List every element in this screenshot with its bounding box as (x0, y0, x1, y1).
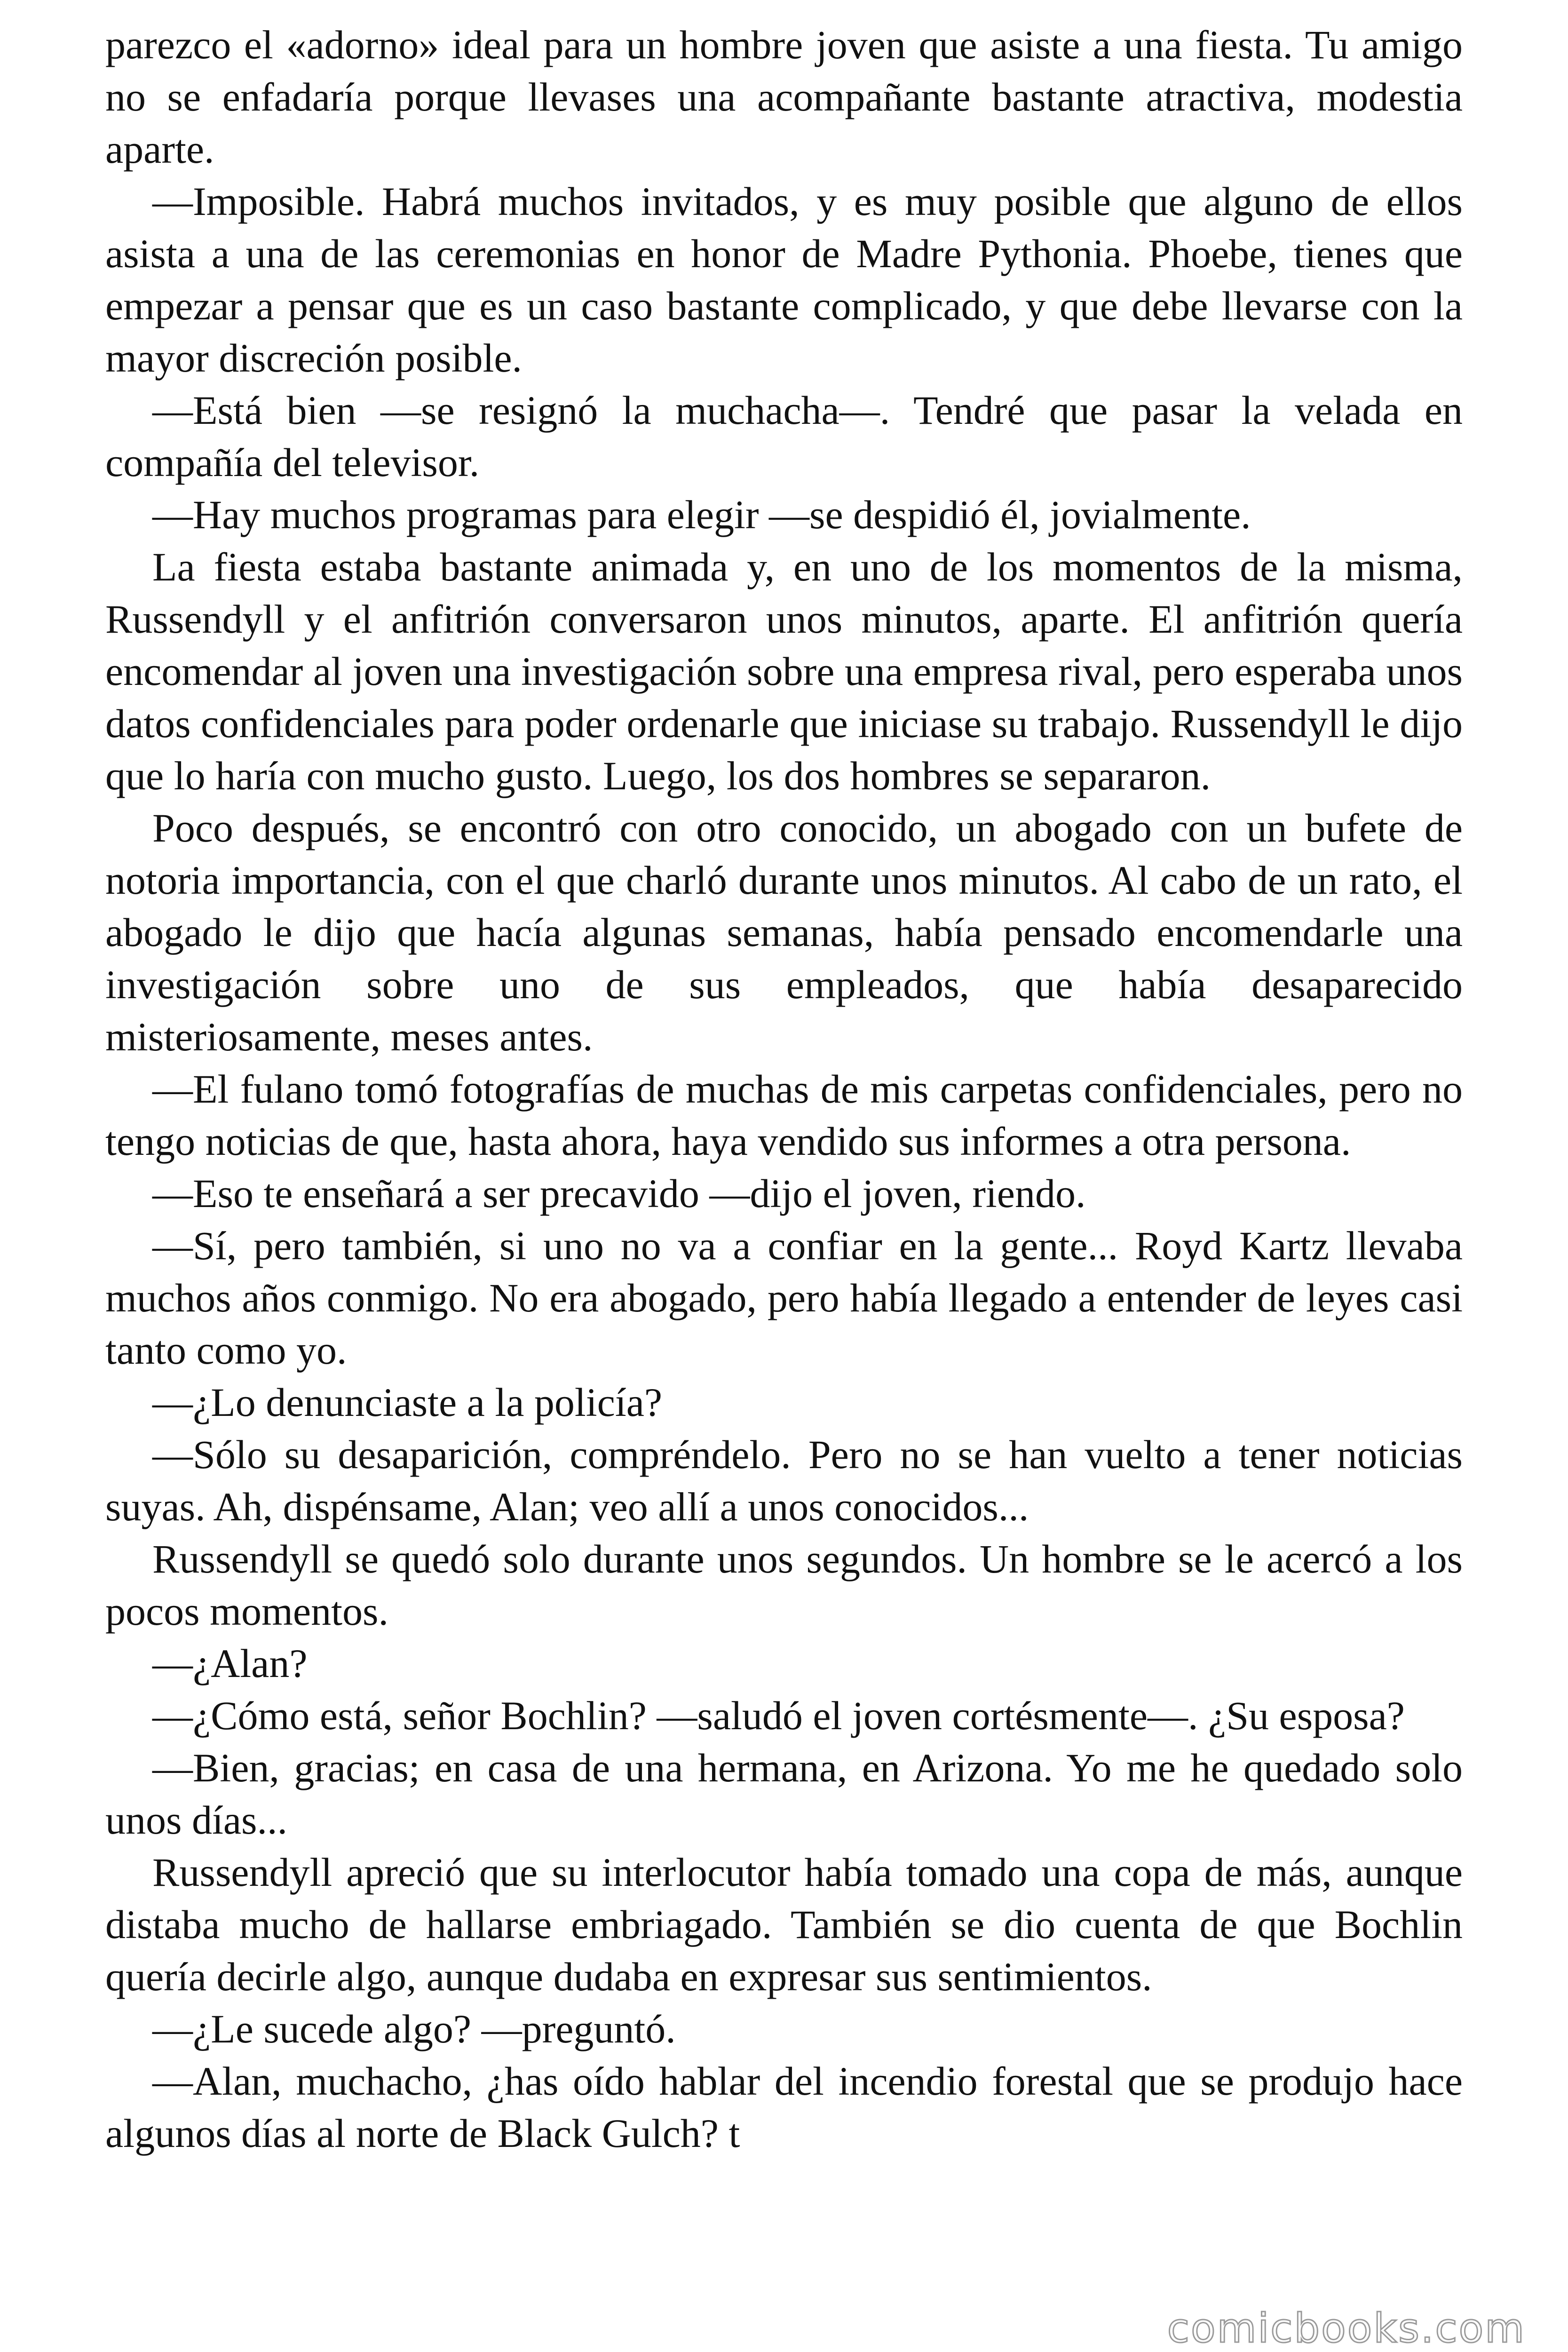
paragraph-17: —¿Le sucede algo? —preguntó. (152, 2006, 676, 2051)
paragraph-9: —Sí, pero también, si uno no va a confiar en la gente... Royd Kartz llevaba muchos años conmigo. No era abogado, pero había llegado a entender de leyes casi tanto como yo. (105, 1223, 1463, 1373)
paragraph-4: —Hay muchos programas para elegir —se despidió él, jovialmente. (152, 492, 1251, 537)
paragraph-10: —¿Lo denunciaste a la policía? (152, 1380, 663, 1425)
paragraph-15: —Bien, gracias; en casa de una hermana, en Arizona. Yo me he quedado solo unos días... (105, 1745, 1463, 1843)
paragraph-7: —El fulano tomó fotografías de muchas de mis carpetas confidenciales, pero no tengo noticias de que, hasta ahora, haya vendido sus informes a otra persona. (105, 1066, 1463, 1164)
paragraph-2: —Imposible. Habrá muchos invitados, y es muy posible que alguno de ellos asista a una de las ceremonias en honor de Madre Pythonia. Phoebe, tienes que empezar a pensar que es un caso bastante complicado, y que debe llevarse con la mayor discreción posible. (105, 179, 1463, 381)
watermark-logo: comicbooks.com (1167, 2305, 1526, 2352)
paragraph-5: La fiesta estaba bastante animada y, en uno de los momentos de la misma, Russendyll y el anfitrión conversaron unos minutos, aparte. El anfitrión quería encomendar al joven una investigación sobre una empresa rival, pero esperaba unos datos confidenciales para poder ordenarle que iniciase su trabajo. Russendyll le dijo que lo haría con mucho gusto. Luego, los dos hombres se separaron. (105, 544, 1463, 798)
paragraph-3: —Está bien —se resignó la muchacha—. Tendré que pasar la velada en compañía del televisor. (105, 388, 1463, 485)
paragraph-14: —¿Cómo está, señor Bochlin? —saludó el joven cortésmente—. ¿Su esposa? (152, 1693, 1405, 1738)
paragraph-16: Russendyll apreció que su interlocutor había tomado una copa de más, aunque distaba mucho de hallarse embriagado. También se dio cuenta de que Bochlin quería decirle algo, aunque dudaba en expresar sus sentimientos. (105, 1850, 1463, 1999)
paragraph-11: —Sólo su desaparición, compréndelo. Pero no se han vuelto a tener noticias suyas. Ah, dispénsame, Alan; veo allí a unos conocidos... (105, 1432, 1463, 1529)
paragraph-18: —Alan, muchacho, ¿has oído hablar del incendio forestal que se produjo hace algunos días al norte de Black Gulch? t (105, 2058, 1463, 2156)
paragraph-1: parezco el «adorno» ideal para un hombre joven que asiste a una fiesta. Tu amigo no se enfadaría porque llevases una acompañante bastante atractiva, modestia aparte. (105, 22, 1463, 172)
paragraph-8: —Eso te enseñará a ser precavido —dijo el joven, riendo. (152, 1171, 1086, 1216)
paragraph-13: —¿Alan? (152, 1641, 308, 1686)
book-page-text (105, 19, 1463, 2160)
paragraph-6: Poco después, se encontró con otro conocido, un abogado con un bufete de notoria importancia, con el que charló durante unos minutos. Al cabo de un rato, el abogado le dijo que hacía algunas semanas, había pensado encomendarle una investigación sobre uno de sus empleados, que había desaparecido misteriosamente, meses antes. (105, 805, 1463, 1059)
paragraph-12: Russendyll se quedó solo durante unos segundos. Un hombre se le acercó a los pocos momentos. (105, 1536, 1463, 1634)
